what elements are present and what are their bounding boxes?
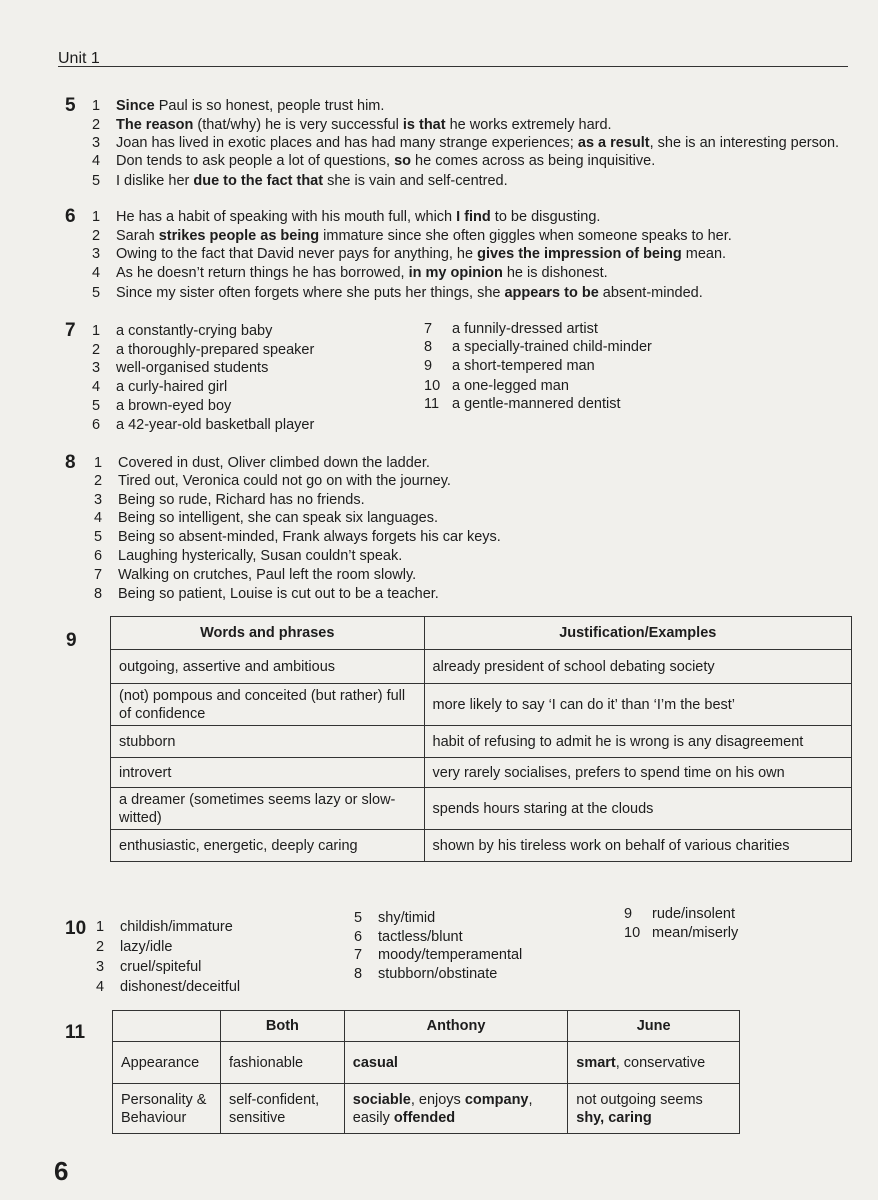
- justification-cell: shown by his tireless work on behalf of various charities: [424, 830, 851, 862]
- list-item: [94, 454, 430, 472]
- words-cell: (not) pompous and conceited (but rather) full of confidence: [111, 684, 425, 726]
- unit-header: Unit 1: [58, 50, 100, 67]
- list-item: [92, 378, 227, 396]
- list-item: [424, 395, 620, 413]
- list-item: [94, 509, 438, 527]
- list-item: [424, 357, 595, 375]
- table-row: [113, 1084, 740, 1134]
- item-text: a one-legged man: [452, 378, 569, 394]
- item-number: 7: [94, 567, 103, 583]
- table-row: [111, 758, 852, 788]
- list-item: [354, 928, 463, 946]
- table-row: [111, 788, 852, 830]
- text-segment: Owing to the fact that David never pays for anything, he: [116, 246, 478, 262]
- bold-phrase: casual: [352, 1054, 398, 1071]
- table-row: [111, 726, 852, 758]
- table-header-anthony: Anthony: [344, 1011, 567, 1042]
- item-number: 10: [624, 925, 641, 941]
- bold-phrase: strikes people as being: [158, 228, 320, 244]
- justification-cell: spends hours staring at the clouds: [424, 788, 851, 830]
- table-header-june: June: [568, 1011, 740, 1042]
- page-number: 6: [54, 1156, 69, 1186]
- item-text: tactless/blunt: [378, 929, 463, 945]
- list-item: [92, 264, 608, 282]
- list-item: [92, 341, 314, 359]
- item-text: shy/timid: [378, 910, 436, 926]
- words-cell: a dreamer (sometimes seems lazy or slow-witted): [111, 788, 425, 830]
- exercise-6-number: 6: [65, 206, 76, 227]
- list-item: [92, 97, 384, 115]
- table-row: [113, 1042, 740, 1084]
- text-segment: to be disgusting.: [490, 209, 601, 225]
- bold-phrase: sociable: [352, 1091, 411, 1108]
- table-header-justification: Justification/Examples: [424, 617, 851, 650]
- table-header-blank: [113, 1011, 221, 1042]
- text-segment: immature since she often giggles when someone speaks to her.: [319, 228, 732, 244]
- june-cell: [568, 1042, 740, 1084]
- list-item: [92, 359, 268, 377]
- item-number: 4: [92, 265, 101, 281]
- list-item: [92, 116, 612, 134]
- justification-cell: very rarely socialises, prefers to spend time on his own: [424, 758, 851, 788]
- bold-phrase: appears to be: [504, 285, 599, 301]
- item-number: 9: [624, 906, 633, 922]
- words-cell: stubborn: [111, 726, 425, 758]
- text-segment: not outgoing seems: [576, 1091, 703, 1108]
- list-item: [96, 978, 240, 996]
- item-number: 8: [94, 586, 103, 602]
- item-number: 3: [92, 135, 101, 151]
- item-number: 7: [354, 947, 363, 963]
- text-segment: Joan has lived in exotic places and has had many strange experiences;: [116, 135, 578, 151]
- item-text: stubborn/obstinate: [378, 966, 498, 982]
- item-number: 8: [424, 339, 433, 355]
- item-number: 5: [92, 285, 101, 301]
- text-segment: he is dishonest.: [502, 265, 608, 281]
- list-item: [424, 320, 598, 338]
- list-item: [624, 924, 738, 942]
- list-item: [92, 134, 839, 152]
- item-number: 2: [94, 473, 103, 489]
- list-item: [92, 284, 703, 302]
- text-segment: self-confident, sensitive: [228, 1091, 320, 1126]
- both-cell: [220, 1042, 344, 1084]
- item-number: 10: [424, 378, 441, 394]
- item-number: 1: [96, 919, 105, 935]
- item-text: mean/miserly: [652, 925, 739, 941]
- item-number: 2: [96, 939, 105, 955]
- item-number: 11: [424, 396, 440, 412]
- list-item: [92, 227, 732, 245]
- bold-phrase: in my opinion: [408, 265, 503, 281]
- exercise-9-table: [110, 616, 852, 862]
- bold-phrase: I find: [456, 209, 491, 225]
- item-number: 8: [354, 966, 363, 982]
- text-segment: mean.: [681, 246, 727, 262]
- item-text: a thoroughly-prepared speaker: [116, 342, 315, 358]
- item-text: a 42-year-old basketball player: [116, 417, 315, 433]
- bold-phrase: shy, caring: [576, 1109, 652, 1126]
- table-row: [111, 684, 852, 726]
- table-header-words: Words and phrases: [111, 617, 425, 650]
- item-number: 4: [96, 979, 105, 995]
- item-number: 4: [92, 379, 101, 395]
- exercise-5-number: 5: [65, 95, 76, 116]
- words-cell: outgoing, assertive and ambitious: [111, 650, 425, 684]
- item-number: 4: [92, 153, 101, 169]
- list-item: [94, 528, 501, 546]
- item-number: 5: [354, 910, 363, 926]
- list-item: [424, 338, 652, 356]
- anthony-cell: [344, 1084, 567, 1134]
- text-segment: he works extremely hard.: [445, 117, 612, 133]
- bold-phrase: The reason: [116, 117, 194, 133]
- item-text: a constantly-crying baby: [116, 323, 273, 339]
- item-number: 1: [94, 455, 103, 471]
- text-segment: (that/why) he is very successful: [193, 117, 403, 133]
- exercise-11-number: 11: [65, 1022, 86, 1043]
- list-item: [96, 958, 201, 976]
- text-segment: absent-minded.: [598, 285, 703, 301]
- item-number: 2: [92, 342, 101, 358]
- words-cell: enthusiastic, energetic, deeply caring: [111, 830, 425, 862]
- list-item: [94, 547, 402, 565]
- list-item: [92, 172, 508, 190]
- item-text: Laughing hysterically, Susan couldn’t speak.: [118, 548, 403, 564]
- list-item: [94, 472, 451, 490]
- bold-phrase: so: [394, 153, 412, 169]
- item-text: a brown-eyed boy: [116, 398, 232, 414]
- item-text: Covered in dust, Oliver climbed down the ladder.: [118, 455, 430, 471]
- text-segment: , enjoys: [410, 1091, 465, 1108]
- exercise-11-table: [112, 1010, 740, 1134]
- list-item: [92, 245, 726, 263]
- item-number: 6: [94, 548, 103, 564]
- text-segment: fashionable: [228, 1054, 304, 1071]
- item-text: a curly-haired girl: [116, 379, 228, 395]
- table-row: [111, 830, 852, 862]
- list-item: [354, 965, 497, 983]
- anthony-cell: [344, 1042, 567, 1084]
- list-item: [96, 918, 233, 936]
- item-text: Walking on crutches, Paul left the room slowly.: [118, 567, 417, 583]
- text-segment: Sarah: [116, 228, 159, 244]
- item-number: 6: [354, 929, 363, 945]
- table-header-both: Both: [220, 1011, 344, 1042]
- item-number: 1: [92, 98, 101, 114]
- item-number: 1: [92, 209, 101, 225]
- item-number: 5: [94, 529, 103, 545]
- text-segment: , conservative: [615, 1054, 706, 1071]
- item-text: dishonest/deceitful: [120, 979, 241, 995]
- item-number: 5: [92, 398, 101, 414]
- item-text: Tired out, Veronica could not go on with the journey.: [118, 473, 451, 489]
- bold-phrase: smart: [576, 1054, 616, 1071]
- item-number: 7: [424, 321, 433, 337]
- item-text: cruel/spiteful: [120, 959, 202, 975]
- item-number: 3: [92, 360, 101, 376]
- text-segment: I dislike her: [116, 173, 194, 189]
- exercise-7-number: 7: [65, 320, 76, 341]
- bold-phrase: Since: [116, 98, 155, 114]
- item-number: 2: [92, 228, 101, 244]
- exercise-9-number: 9: [66, 630, 77, 651]
- list-item: [624, 905, 735, 923]
- text-segment: As he doesn’t return things he has borrowed,: [116, 265, 409, 281]
- bold-phrase: offended: [393, 1109, 456, 1126]
- text-segment: Don tends to ask people a lot of questions,: [116, 153, 395, 169]
- justification-cell: more likely to say ‘I can do it’ than ‘I’m the best’: [424, 684, 851, 726]
- list-item: [94, 491, 365, 509]
- list-item: [354, 946, 522, 964]
- justification-cell: habit of refusing to admit he is wrong is any disagreement: [424, 726, 851, 758]
- item-text: a specially-trained child-minder: [452, 339, 652, 355]
- item-text: a gentle-mannered dentist: [452, 396, 621, 412]
- list-item: [92, 397, 231, 415]
- june-cell: [568, 1084, 740, 1134]
- text-segment: , easily: [352, 1091, 533, 1126]
- text-segment: , she is an interesting person.: [649, 135, 840, 151]
- item-number: 4: [94, 510, 103, 526]
- list-item: [92, 152, 655, 170]
- item-number: 2: [92, 117, 101, 133]
- item-text: Being so absent-minded, Frank always forgets his car keys.: [118, 529, 501, 545]
- text-segment: he comes across as being inquisitive.: [411, 153, 656, 169]
- both-cell: [220, 1084, 344, 1134]
- item-text: a short-tempered man: [452, 358, 595, 374]
- bold-phrase: as a result: [577, 135, 650, 151]
- words-cell: introvert: [111, 758, 425, 788]
- item-number: 3: [92, 246, 101, 262]
- list-item: [424, 377, 569, 395]
- item-text: Being so intelligent, she can speak six languages.: [118, 510, 439, 526]
- text-segment: He has a habit of speaking with his mouth full, which: [116, 209, 457, 225]
- item-number: 9: [424, 358, 433, 374]
- header-rule: [58, 66, 848, 67]
- exercise-10-number: 10: [65, 918, 87, 939]
- item-text: childish/immature: [120, 919, 233, 935]
- item-number: 3: [96, 959, 105, 975]
- bold-phrase: is that: [402, 117, 446, 133]
- item-number: 3: [94, 492, 103, 508]
- item-text: lazy/idle: [120, 939, 173, 955]
- table-row: [111, 650, 852, 684]
- text-segment: Paul is so honest, people trust him.: [154, 98, 385, 114]
- item-text: rude/insolent: [652, 906, 736, 922]
- item-text: Being so rude, Richard has no friends.: [118, 492, 365, 508]
- item-text: moody/temperamental: [378, 947, 523, 963]
- bold-phrase: gives the impression of being: [477, 246, 682, 262]
- item-number: 5: [92, 173, 101, 189]
- justification-cell: already president of school debating society: [424, 650, 851, 684]
- item-text: a funnily-dressed artist: [452, 321, 598, 337]
- list-item: [94, 585, 439, 603]
- item-text: well-organised students: [116, 360, 269, 376]
- bold-phrase: due to the fact that: [193, 173, 324, 189]
- text-segment: Since my sister often forgets where she puts her things, she: [116, 285, 505, 301]
- exercise-8-number: 8: [65, 452, 76, 473]
- list-item: [92, 208, 600, 226]
- list-item: [92, 322, 272, 340]
- item-text: Being so patient, Louise is cut out to be a teacher.: [118, 586, 439, 602]
- list-item: [94, 566, 416, 584]
- item-number: 1: [92, 323, 101, 339]
- list-item: [92, 416, 314, 434]
- bold-phrase: company: [464, 1091, 529, 1108]
- item-number: 6: [92, 417, 101, 433]
- list-item: [354, 909, 435, 927]
- row-label: Appearance: [113, 1042, 221, 1084]
- text-segment: she is vain and self-centred.: [323, 173, 508, 189]
- row-label: Personality & Behaviour: [113, 1084, 221, 1134]
- list-item: [96, 938, 172, 956]
